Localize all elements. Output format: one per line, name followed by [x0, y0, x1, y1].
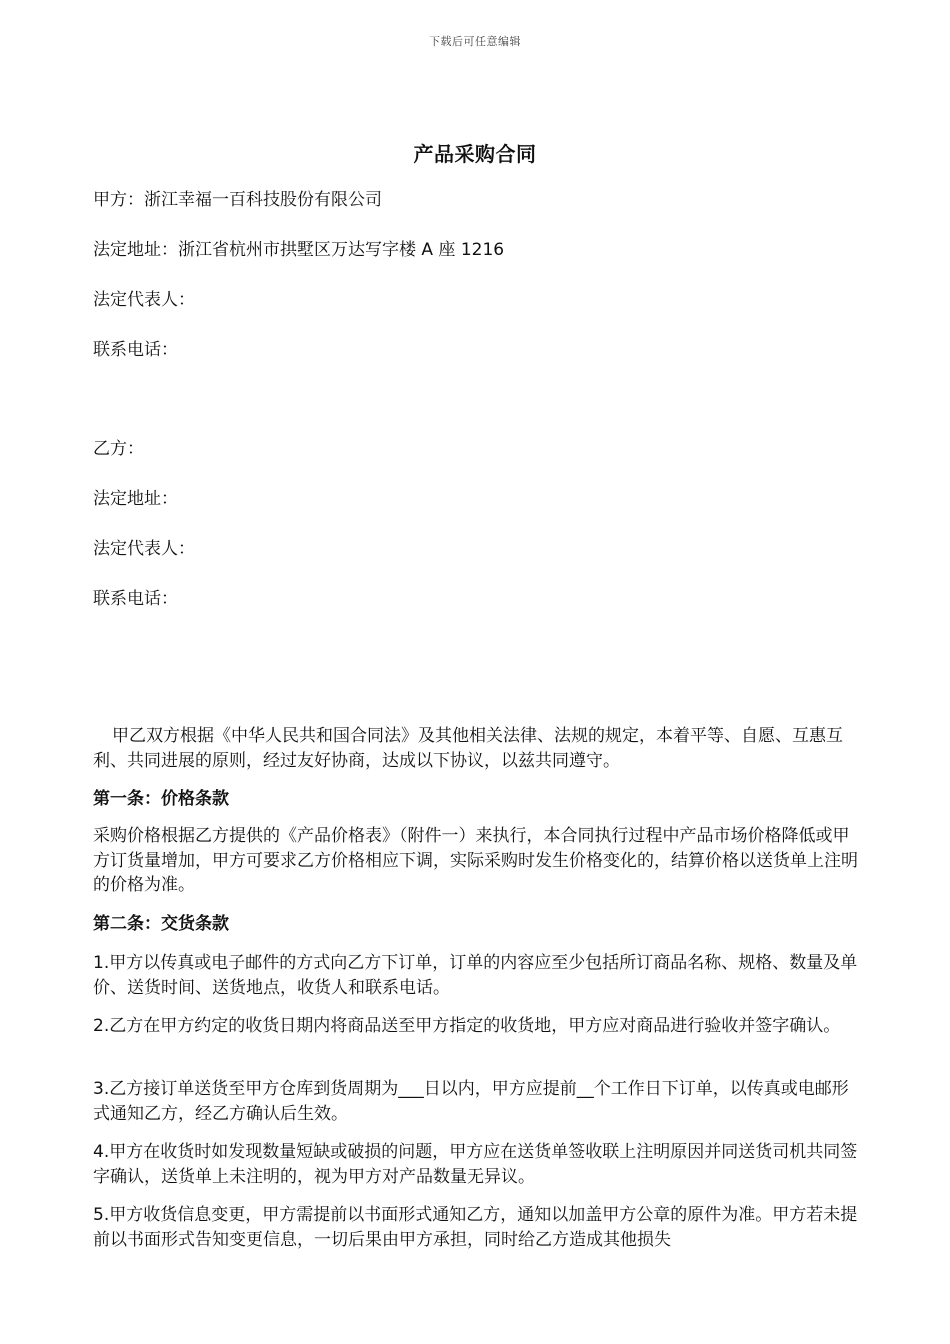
article1-heading: 第一条：价格条款	[93, 789, 229, 809]
header-note: 下载后可任意编辑	[429, 35, 521, 48]
article2-heading: 第二条：交货条款	[93, 914, 229, 934]
party-a-name: 甲方：浙江幸福一百科技股份有限公司	[93, 190, 382, 210]
preamble-paragraph: 甲乙双方根据《中华人民共和国合同法》及其他相关法律、法规的规定，本着平等、自愿、互惠互利、共同进展的原则，经过友好协商，达成以下协议，以兹共同遵守。	[93, 726, 843, 771]
article2-item-1: 1.甲方以传真或电子邮件的方式向乙方下订单，订单的内容应至少包括所订商品名称、规格、数量及单价、送货时间、送货地点，收货人和联系电话。	[93, 953, 858, 998]
party-b-address: 法定地址：	[93, 489, 178, 509]
article2-item-4: 4.甲方在收货时如发现数量短缺或破损的问题，甲方应在送货单签收联上注明原因并同送货司机共同签字确认，送货单上未注明的，视为甲方对产品数量无异议。	[93, 1142, 858, 1187]
contract-title: 产品采购合同	[413, 142, 537, 166]
article2-item-2: 2.乙方在甲方约定的收货日期内将商品送至甲方指定的收货地，甲方应对商品进行验收并签字确认。	[93, 1016, 841, 1036]
article1-body: 采购价格根据乙方提供的《产品价格表》（附件一）来执行，本合同执行过程中产品市场价格降低或甲方订货量增加，甲方可要求乙方价格相应下调，实际采购时发生价格变化的，结算价格以送货单上注明的价格为准。	[93, 826, 858, 895]
party-a-address: 法定地址：浙江省杭州市拱墅区万达写字楼 A 座 1216	[93, 240, 505, 260]
party-b-representative: 法定代表人：	[93, 539, 195, 559]
party-b-phone: 联系电话：	[93, 589, 178, 609]
party-a-representative: 法定代表人：	[93, 290, 195, 310]
party-a-phone: 联系电话：	[93, 340, 178, 360]
article2-item-5: 5.甲方收货信息变更，甲方需提前以书面形式通知乙方，通知以加盖甲方公章的原件为准。甲方若未提前以书面形式告知变更信息，一切后果由甲方承担，同时给乙方造成其他损失	[93, 1205, 858, 1250]
article2-item-3: 3.乙方接订单送货至甲方仓库到货周期为___日以内，甲方应提前__个工作日下订单，以传真或电邮形式通知乙方，经乙方确认后生效。	[93, 1079, 849, 1124]
party-b-name: 乙方：	[93, 439, 144, 459]
